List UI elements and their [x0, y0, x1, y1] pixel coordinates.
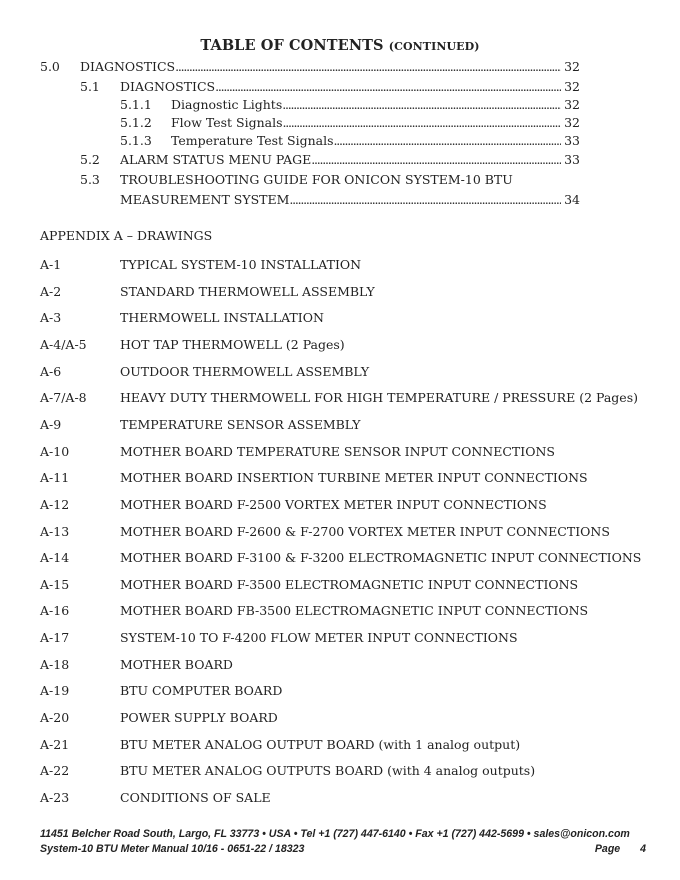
appendix-item-id: A-16: [40, 603, 70, 618]
toc-label: TROUBLESHOOTING GUIDE FOR ONICON SYSTEM-10 BTU: [120, 172, 513, 187]
toc-number: 5.2: [80, 152, 100, 167]
appendix-item-title[interactable]: STANDARD THERMOWELL ASSEMBLY: [120, 284, 375, 299]
appendix-item-id: A-1: [40, 257, 62, 272]
appendix-item-title[interactable]: THERMOWELL INSTALLATION: [120, 310, 324, 325]
appendix-item-title[interactable]: MOTHER BOARD F-2600 & F-2700 VORTEX METER INPUT CONNECTIONS: [120, 524, 610, 539]
toc-label: DIAGNOSTICS: [120, 79, 216, 94]
toc-leader: [282, 96, 561, 114]
toc-leader: [175, 58, 561, 76]
appendix-item-title[interactable]: HEAVY DUTY THERMOWELL FOR HIGH TEMPERATURE / PRESSURE (2 Pages): [120, 390, 638, 405]
toc-leader: [334, 132, 562, 150]
appendix-item-title[interactable]: MOTHER BOARD FB-3500 ELECTROMAGNETIC INPUT CONNECTIONS: [120, 603, 589, 618]
page-title-main: TABLE OF CONTENTS: [200, 37, 384, 54]
appendix-item-title[interactable]: BTU METER ANALOG OUTPUTS BOARD (with 4 analog outputs): [120, 763, 536, 778]
appendix-item-title[interactable]: SYSTEM-10 TO F-4200 FLOW METER INPUT CONNECTIONS: [120, 630, 518, 645]
toc-page: 33: [564, 152, 580, 167]
page-title: [0, 37, 680, 54]
toc-entry-5-3[interactable]: [80, 171, 580, 189]
toc-number: 5.1.3: [120, 133, 152, 148]
toc-label: DIAGNOSTICS: [80, 59, 176, 74]
footer-page: [595, 843, 646, 855]
appendix-item-id: A-23: [40, 790, 70, 805]
toc-page: 32: [564, 59, 580, 74]
appendix-item-id: A-17: [40, 630, 70, 645]
toc-number: 5.1.2: [120, 115, 152, 130]
toc-leader: [215, 78, 561, 96]
toc-entry-5-2[interactable]: [80, 151, 580, 169]
toc-label: Diagnostic Lights: [171, 97, 283, 112]
appendix-item-id: A-19: [40, 683, 70, 698]
toc-page: 32: [564, 79, 580, 94]
toc-page: 32: [564, 115, 580, 130]
appendix-item-title[interactable]: MOTHER BOARD F-2500 VORTEX METER INPUT CONNECTIONS: [120, 497, 547, 512]
appendix-item-title[interactable]: MOTHER BOARD F-3100 & F-3200 ELECTROMAGNETIC INPUT CONNECTIONS: [120, 550, 642, 565]
appendix-heading: APPENDIX A – DRAWINGS: [40, 228, 213, 243]
appendix-item-id: A-6: [40, 364, 62, 379]
footer-address: 11451 Belcher Road South, Largo, FL 33773 • USA • Tel +1 (727) 447-6140 • Fax +1 (727) 442-5699 • sales@onicon.com: [40, 828, 630, 840]
toc-page: 34: [564, 192, 580, 207]
appendix-item-title[interactable]: TEMPERATURE SENSOR ASSEMBLY: [120, 417, 361, 432]
appendix-item-title[interactable]: OUTDOOR THERMOWELL ASSEMBLY: [120, 364, 370, 379]
appendix-item-id: A-18: [40, 657, 70, 672]
appendix-item-id: A-12: [40, 497, 70, 512]
appendix-item-title[interactable]: POWER SUPPLY BOARD: [120, 710, 278, 725]
appendix-item-id: A-15: [40, 577, 70, 592]
toc-page: 32: [564, 97, 580, 112]
appendix-item-title[interactable]: MOTHER BOARD F-3500 ELECTROMAGNETIC INPUT CONNECTIONS: [120, 577, 579, 592]
appendix-item-title[interactable]: MOTHER BOARD INSERTION TURBINE METER INPUT CONNECTIONS: [120, 470, 588, 485]
appendix-item-id: A-9: [40, 417, 62, 432]
appendix-item-title[interactable]: HOT TAP THERMOWELL (2 Pages): [120, 337, 345, 352]
appendix-item-id: A-2: [40, 284, 62, 299]
footer-manual-line: [40, 843, 646, 855]
toc-label: ALARM STATUS MENU PAGE: [120, 152, 312, 167]
toc-number: 5.1: [80, 79, 100, 94]
appendix-item-id: A-10: [40, 444, 70, 459]
appendix-item-id: A-13: [40, 524, 70, 539]
toc-label: MEASUREMENT SYSTEM: [120, 192, 290, 207]
toc-leader: [311, 151, 561, 169]
appendix-item-id: A-21: [40, 737, 70, 752]
footer-page-label: Page: [594, 843, 621, 855]
toc-leader: [289, 191, 561, 209]
appendix-item-title[interactable]: CONDITIONS OF SALE: [120, 790, 271, 805]
toc-entry-5-1-1[interactable]: [120, 96, 580, 114]
toc-number: 5.1.1: [120, 97, 152, 112]
toc-entry-5-3-continued[interactable]: [120, 191, 580, 209]
toc-label: Flow Test Signals: [171, 115, 283, 130]
toc-entry-5-1[interactable]: [80, 78, 580, 96]
appendix-item-title[interactable]: MOTHER BOARD: [120, 657, 233, 672]
appendix-item-id: A-7/A-8: [40, 390, 87, 405]
appendix-item-title[interactable]: TYPICAL SYSTEM-10 INSTALLATION: [120, 257, 362, 272]
footer-manual: System-10 BTU Meter Manual 10/16 - 0651-22 / 18323: [40, 843, 305, 855]
toc-entry-5-0[interactable]: [40, 58, 580, 76]
toc-leader: [283, 114, 562, 132]
footer-page-number: 4: [640, 843, 646, 855]
appendix-item-title[interactable]: BTU METER ANALOG OUTPUT BOARD (with 1 analog output): [120, 737, 521, 752]
toc-number: 5.3: [80, 172, 100, 187]
appendix-item-title[interactable]: BTU COMPUTER BOARD: [120, 683, 283, 698]
appendix-item-id: A-22: [40, 763, 70, 778]
toc-entry-5-1-3[interactable]: [120, 132, 580, 150]
appendix-item-title[interactable]: MOTHER BOARD TEMPERATURE SENSOR INPUT CONNECTIONS: [120, 444, 555, 459]
toc-page: 33: [564, 133, 580, 148]
toc-number: 5.0: [40, 59, 60, 74]
page-title-suffix: (CONTINUED): [388, 40, 480, 53]
appendix-item-id: A-11: [40, 470, 70, 485]
appendix-item-id: A-3: [40, 310, 62, 325]
toc-entry-5-1-2[interactable]: [120, 114, 580, 132]
toc-label: Temperature Test Signals: [171, 133, 334, 148]
appendix-item-id: A-4/A-5: [40, 337, 87, 352]
appendix-item-id: A-14: [40, 550, 70, 565]
appendix-item-id: A-20: [40, 710, 70, 725]
